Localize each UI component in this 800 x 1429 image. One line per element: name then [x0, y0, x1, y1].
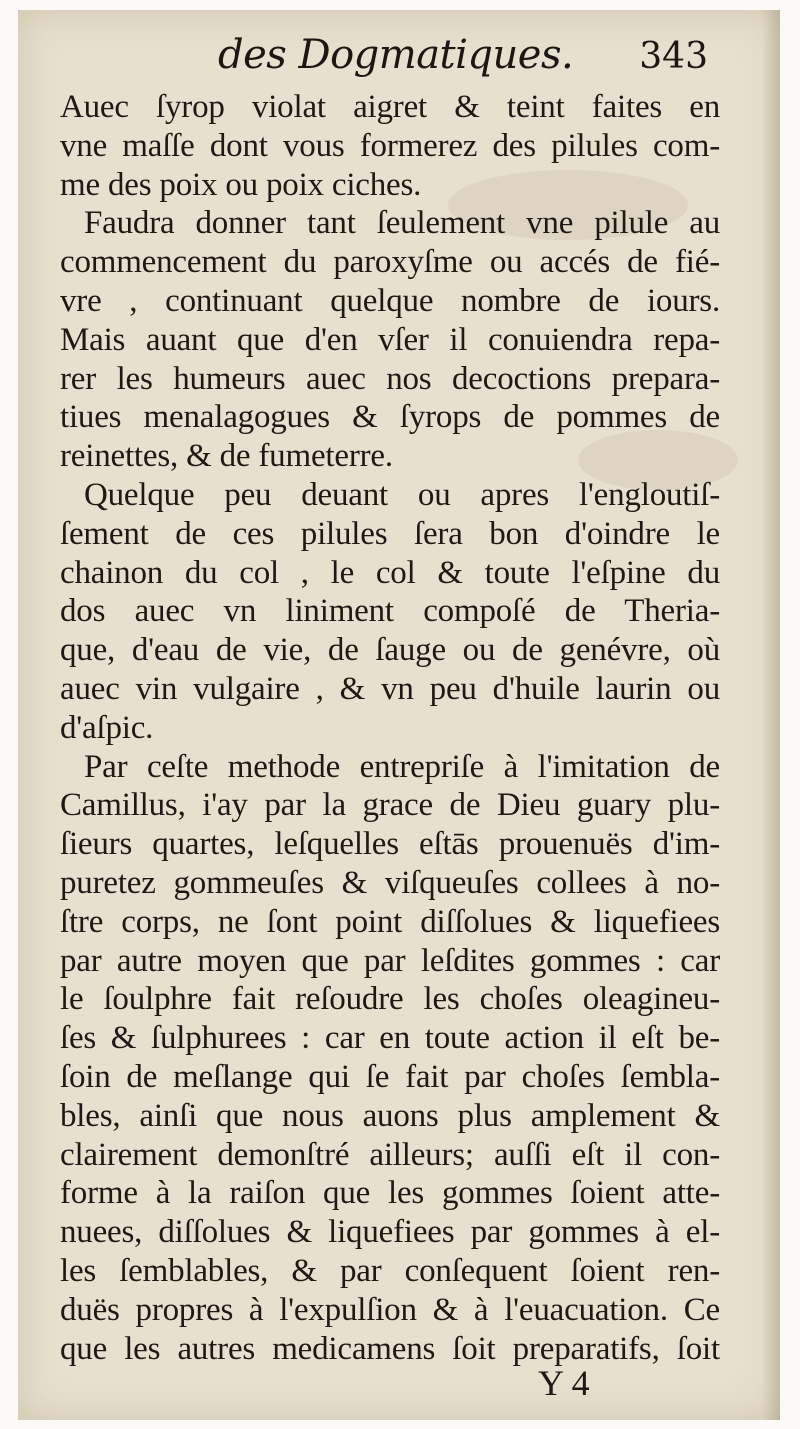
- text-line: ſes & ſulphurees : car en toute action il eſt be-: [60, 1020, 720, 1057]
- text-line: les ſemblables, & par conſequent ſoient ren-: [60, 1252, 720, 1289]
- text-line: nuees, diſſolues & liquefiees par gommes à el-: [60, 1214, 720, 1251]
- text-line: Auec ſyrop violat aigret & teint faites en: [60, 89, 720, 125]
- text-line: vne maſſe dont vous formerez des pilules com-: [60, 127, 720, 164]
- page-number: 343: [639, 36, 708, 77]
- signature-mark: Y 4: [538, 1363, 590, 1403]
- running-head: des Dogmatiques.: [218, 32, 574, 78]
- text-line: Mais auant que d'en vſer il conuiendra repa-: [60, 321, 720, 358]
- text-line: chainon du col , le col & toute l'eſpine du: [60, 554, 720, 591]
- text-line: puretez gommeuſes & viſqueuſes collees à no-: [60, 864, 720, 901]
- text-line: tiues menalagogues & ſyrops de pommes de: [60, 399, 720, 436]
- text-line: me des poix ou poix ciches.: [60, 166, 422, 203]
- text-line: que, d'eau de vie, de ſauge ou de genévre, où: [60, 632, 720, 669]
- page-header: [218, 32, 708, 92]
- text-line: d'aſpic.: [60, 709, 154, 746]
- text-line: vre , continuant quelque nombre de iours.: [60, 282, 720, 319]
- text-line: bles, ainſi que nous auons plus amplement &: [60, 1097, 720, 1134]
- text-line: rer les humeurs auec nos decoctions prepara-: [60, 360, 720, 397]
- text-line: commencement du paroxyſme ou accés de fié-: [60, 244, 720, 281]
- book-page: [18, 10, 780, 1420]
- text-line: ſtre corps, ne ſont point diſſolues & liquefiees: [60, 903, 720, 940]
- text-line: ſoin de meſlange qui ſe fait par choſes ſembla-: [60, 1058, 720, 1095]
- text-line: auec vin vulgaire , & vn peu d'huile laurin ou: [60, 670, 720, 707]
- text-line: le ſoulphre fait reſoudre les choſes oleagineu-: [60, 981, 720, 1018]
- text-line: clairement demonſtré ailleurs; auſſi eſt il con-: [60, 1136, 720, 1173]
- text-line: Par ceſte methode entrepriſe à l'imitation de: [84, 748, 720, 785]
- text-line: ſement de ces pilules ſera bon d'oindre le: [60, 515, 720, 552]
- text-line: Camillus, i'ay par la grace de Dieu guary plu-: [60, 787, 720, 824]
- text-line: Quelque peu deuant ou apres l'engloutiſ-: [84, 476, 720, 513]
- text-line: par autre moyen que par leſdites gommes : car: [60, 942, 720, 979]
- text-line: ſieurs quartes, leſquelles eſtās prouenuës d'im-: [60, 826, 720, 863]
- text-line: que les autres medicamens ſoit preparatifs, ſoit: [60, 1330, 720, 1367]
- text-line: duës propres à l'expulſion & à l'euacuation. Ce: [60, 1291, 720, 1328]
- text-line: forme à la raiſon que les gommes ſoient atte-: [60, 1175, 720, 1212]
- text-line: dos auec vn liniment compoſé de Theria-: [60, 593, 720, 630]
- text-line: reinettes, & de fumeterre.: [60, 438, 393, 475]
- body-text: [60, 88, 720, 1368]
- text-line: Faudra donner tant ſeulement vne pilule au: [84, 205, 720, 242]
